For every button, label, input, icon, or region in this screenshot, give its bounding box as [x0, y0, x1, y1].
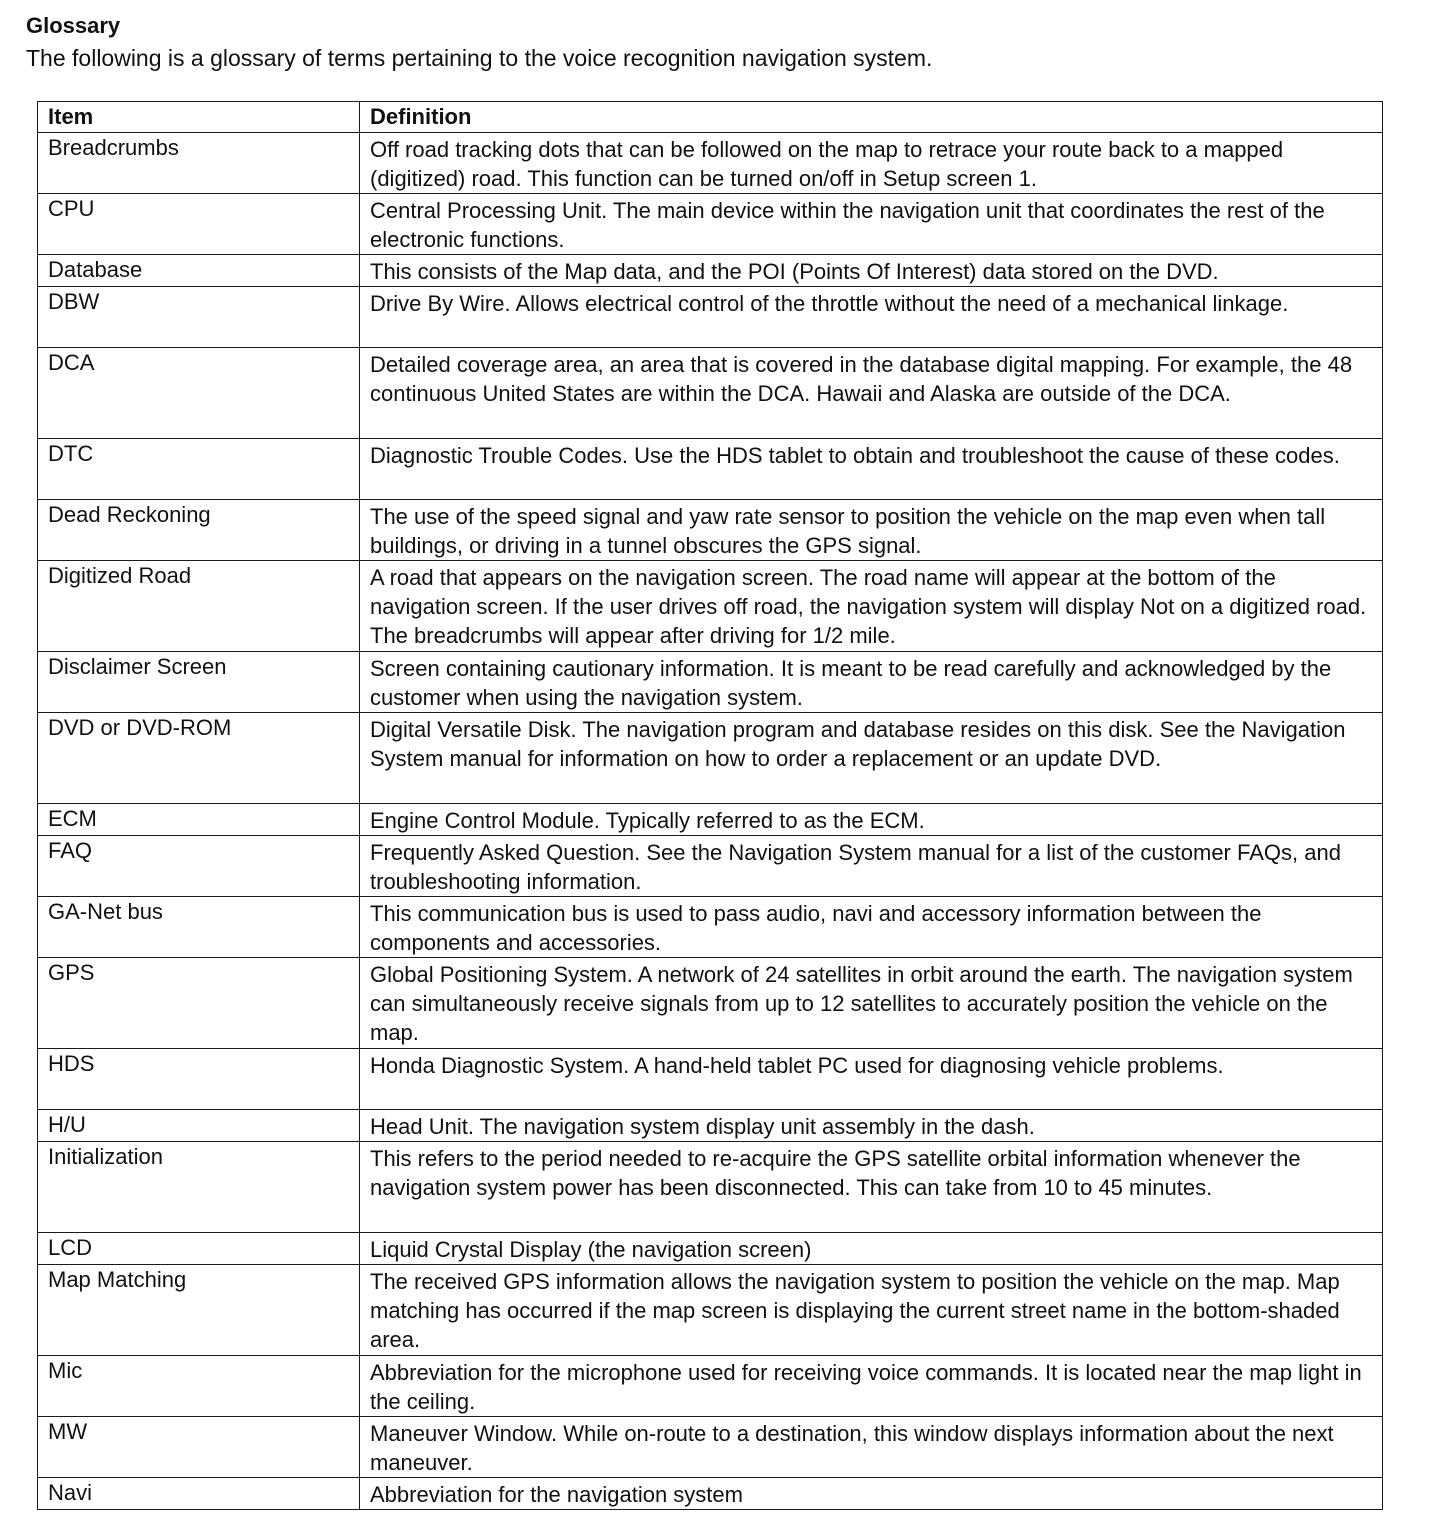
definition-cell: Engine Control Module. Typically referred to as the ECM. [360, 804, 1383, 836]
term-cell: GA-Net bus [38, 897, 360, 958]
definition-cell: Drive By Wire. Allows electrical control of the throttle without the need of a mechanical linkage. [360, 287, 1383, 348]
table-row [38, 836, 1383, 897]
definition-cell: The received GPS information allows the navigation system to position the vehicle on the map. Map matching has occurred if the map screen is displaying the current street name in the bottom-shaded area. [360, 1265, 1383, 1356]
definition-cell: Head Unit. The navigation system display unit assembly in the dash. [360, 1110, 1383, 1142]
term-cell: GPS [38, 958, 360, 1049]
definition-cell: Screen containing cautionary information. It is meant to be read carefully and acknowledged by the customer when using the navigation system. [360, 652, 1383, 713]
table-header [38, 102, 1383, 133]
table-row [38, 958, 1383, 1049]
table-row [38, 194, 1383, 255]
term-cell: H/U [38, 1110, 360, 1142]
table-row [38, 804, 1383, 836]
definition-cell: Digital Versatile Disk. The navigation program and database resides on this disk. See the Navigation System manual for information on how to order a replacement or an update DVD. [360, 713, 1383, 804]
table-row [38, 652, 1383, 713]
term-cell: ECM [38, 804, 360, 836]
definition-cell: The use of the speed signal and yaw rate sensor to position the vehicle on the map even when tall buildings, or driving in a tunnel obscures the GPS signal. [360, 500, 1383, 561]
table-row [38, 133, 1383, 194]
table-row [38, 1417, 1383, 1478]
term-cell: Dead Reckoning [38, 500, 360, 561]
table-row [38, 1233, 1383, 1265]
definition-cell: Maneuver Window. While on-route to a destination, this window displays information about the next maneuver. [360, 1417, 1383, 1478]
term-cell: DCA [38, 348, 360, 439]
table-row [38, 1110, 1383, 1142]
definition-cell: Off road tracking dots that can be followed on the map to retrace your route back to a mapped (digitized) road. This function can be turned on/off in Setup screen 1. [360, 133, 1383, 194]
table-row [38, 897, 1383, 958]
term-cell: CPU [38, 194, 360, 255]
definition-cell: This communication bus is used to pass audio, navi and accessory information between the components and accessories. [360, 897, 1383, 958]
term-cell: HDS [38, 1049, 360, 1110]
definition-cell: Global Positioning System. A network of 24 satellites in orbit around the earth. The navigation system can simultaneously receive signals from up to 12 satellites to accurately position the vehicle on the map. [360, 958, 1383, 1049]
term-cell: FAQ [38, 836, 360, 897]
definition-cell: Central Processing Unit. The main device within the navigation unit that coordinates the rest of the electronic functions. [360, 194, 1383, 255]
term-cell: Navi [38, 1478, 360, 1510]
term-cell: LCD [38, 1233, 360, 1265]
table-row [38, 348, 1383, 439]
table-row [38, 255, 1383, 287]
term-cell: MW [38, 1417, 360, 1478]
definition-cell: Liquid Crystal Display (the navigation screen) [360, 1233, 1383, 1265]
table-body [38, 133, 1383, 1510]
page-title: Glossary [26, 13, 121, 38]
term-cell: Mic [38, 1356, 360, 1417]
definition-cell: Abbreviation for the navigation system [360, 1478, 1383, 1510]
definition-cell: Abbreviation for the microphone used for receiving voice commands. It is located near the map light in the ceiling. [360, 1356, 1383, 1417]
definition-cell: This refers to the period needed to re-acquire the GPS satellite orbital information whenever the navigation system power has been disconnected. This can take from 10 to 45 minutes. [360, 1142, 1383, 1233]
term-cell: Digitized Road [38, 561, 360, 652]
term-cell: DVD or DVD-ROM [38, 713, 360, 804]
term-cell: Breadcrumbs [38, 133, 360, 194]
definition-cell: Detailed coverage area, an area that is covered in the database digital mapping. For example, the 48 continuous United States are within the DCA. Hawaii and Alaska are outside of the DCA. [360, 348, 1383, 439]
definition-cell: Honda Diagnostic System. A hand-held tablet PC used for diagnosing vehicle problems. [360, 1049, 1383, 1110]
column-header-item: Item [38, 102, 360, 133]
table-row [38, 439, 1383, 500]
term-cell: DBW [38, 287, 360, 348]
definition-cell: Frequently Asked Question. See the Navigation System manual for a list of the customer FAQs, and troubleshooting information. [360, 836, 1383, 897]
table-row [38, 561, 1383, 652]
glossary-table [37, 101, 1383, 1510]
term-cell: Database [38, 255, 360, 287]
term-cell: DTC [38, 439, 360, 500]
table-row [38, 713, 1383, 804]
table-row [38, 287, 1383, 348]
definition-cell: A road that appears on the navigation screen. The road name will appear at the bottom of the navigation screen. If the user drives off road, the navigation system will display Not on a digitized road. The breadcrumbs will appear after driving for 1/2 mile. [360, 561, 1383, 652]
header-row [38, 102, 1383, 133]
term-cell: Map Matching [38, 1265, 360, 1356]
term-cell: Disclaimer Screen [38, 652, 360, 713]
definition-cell: This consists of the Map data, and the POI (Points Of Interest) data stored on the DVD. [360, 255, 1383, 287]
column-header-definition: Definition [360, 102, 1383, 133]
table-row [38, 1142, 1383, 1233]
table-row [38, 1478, 1383, 1510]
intro-text: The following is a glossary of terms pertaining to the voice recognition navigation system. [26, 45, 933, 71]
term-cell: Initialization [38, 1142, 360, 1233]
definition-cell: Diagnostic Trouble Codes. Use the HDS tablet to obtain and troubleshoot the cause of these codes. [360, 439, 1383, 500]
table-row [38, 500, 1383, 561]
table-row [38, 1049, 1383, 1110]
table-row [38, 1356, 1383, 1417]
table-row [38, 1265, 1383, 1356]
